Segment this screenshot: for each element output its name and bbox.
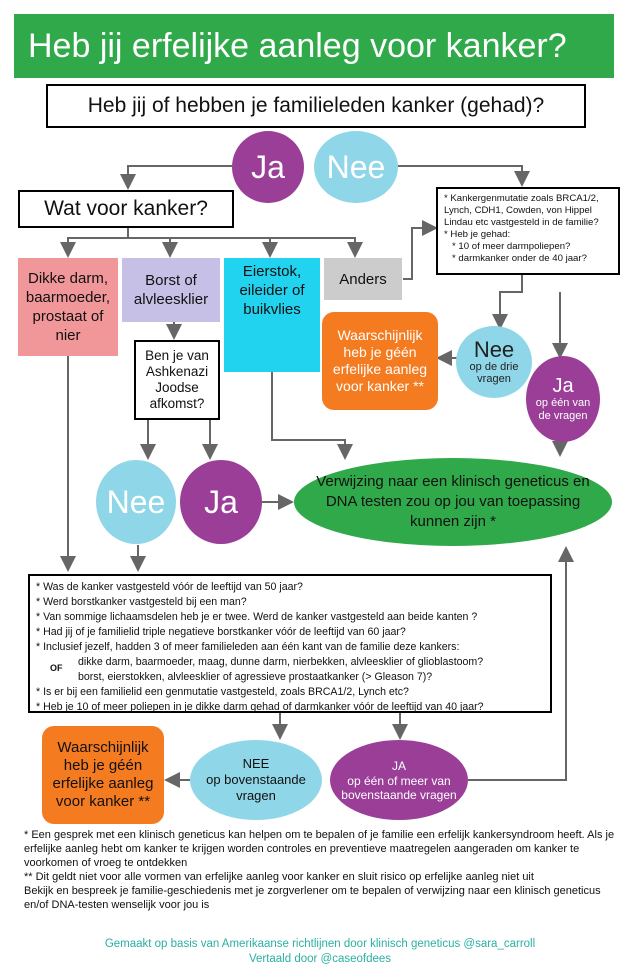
criteria-item: * Heb je 10 of meer poliepen in je dikke darm gehad of darmkanker vóór de leeftijd van 40 jaar? <box>36 701 484 713</box>
category-other: Anders <box>324 258 402 300</box>
ja-above-sub: op één of meer van bovenstaande vragen <box>341 773 457 802</box>
other-questions-box <box>436 187 620 275</box>
criteria-item: * Werd borstkanker vastgesteld bij een man? <box>36 596 247 608</box>
criteria-item: * Had jij of je familielid triple negatieve borstkanker vóór de leeftijd van 60 jaar? <box>36 626 406 638</box>
ashkenazi-ja-circle: Ja <box>180 460 262 544</box>
outcome-referral: Verwijzing naar een klinisch geneticus en DNA testen zou op jou van toepassing kunnen zijn * <box>294 458 612 546</box>
ja-one-circle <box>526 356 600 442</box>
criteria-sub-group <box>36 655 544 685</box>
category-colon: Dikke darm, baarmoeder, prostaat of nier <box>18 258 118 356</box>
ja-above-title: JA <box>391 758 406 773</box>
note-1: * Een gesprek met een klinisch geneticus kan helpen om te bepalen of je familie een erfelijk kankersyndroom heeft. Als je erfelijke aanleg hebt om kanker te krijgen worden controles en preventieve maatregelen aangeraden om kanker te voorkomen of vroeg te ontdekken <box>24 829 615 869</box>
outcome-probably-not-bottom: Waarschijnlijk heb je géén erfelijke aanleg voor kanker ** <box>42 726 164 824</box>
nee-above-title: NEE <box>242 756 270 771</box>
credit-author: Gemaakt op basis van Amerikaanse richtlijnen door klinisch geneticus @sara_carroll <box>104 938 536 950</box>
ja-one-title: Ja <box>552 375 574 397</box>
category-ovary: Eierstok, eileider of buikvlies <box>224 258 320 372</box>
arrow-questions-split <box>500 275 522 328</box>
question-mutation: * Kankergenmutatie zoals BRCA1/2, Lynch, CDH1, Cowden, von Hippel Lindau etc vastgesteld in de familie? <box>444 193 599 228</box>
question-had: * Heb je gehad: <box>444 229 511 240</box>
criteria-item: * Is er bij een familielid een genmutatie vastgesteld, zoals BRCA1/2, Lynch etc? <box>36 686 409 698</box>
criteria-box <box>28 574 552 713</box>
arrow-anders-questions <box>403 228 436 279</box>
answer-nee-circle: Nee <box>314 131 398 203</box>
question-colon-under40: * darmkanker onder de 40 jaar? <box>452 253 587 264</box>
nee-above-sub: op bovenstaande vragen <box>206 772 306 803</box>
ashkenazi-nee-circle: Nee <box>96 460 176 544</box>
question-main: Heb jij of hebben je familieleden kanker (gehad)? <box>46 84 586 128</box>
note-3: Bekijk en bespreek je familie-geschiedenis met je zorgverlener om te bepalen of verwijzing naar een klinisch geneticus en/of DNA-testen wenselijk voor jou is <box>24 885 601 911</box>
category-breast: Borst of alvleesklier <box>122 258 220 322</box>
criteria-item: * Van sommige lichaamsdelen heb je er twee. Werd de kanker vastgesteld aan beide kanten ? <box>36 611 478 623</box>
criteria-sub-item: borst, eierstokken, alvleesklier of agressieve prostaatkanker (> Gleason 7)? <box>78 671 433 683</box>
arrow-ja-left <box>128 166 232 188</box>
arrow-split <box>68 228 128 256</box>
question-ashkenazi: Ben je van Ashkenazi Joodse afkomst? <box>134 340 220 420</box>
outcome-probably-not-top: Waarschijnlijk heb je géén erfelijke aanleg voor kanker ** <box>322 312 438 410</box>
criteria-item: * Was de kanker vastgesteld vóór de leeftijd van 50 jaar? <box>36 581 303 593</box>
ja-one-sub: op één van de vragen <box>535 397 591 422</box>
nee-three-circle <box>456 326 532 398</box>
notes <box>24 828 620 912</box>
page-title: Heb jij erfelijke aanleg voor kanker? <box>14 14 614 78</box>
question-cancer-type: Wat voor kanker? <box>18 190 234 228</box>
criteria-sub-item: dikke darm, baarmoeder, maag, dunne darm, nierbekken, alvleesklier of glioblastoom? <box>78 656 484 668</box>
criteria-item: * Inclusief jezelf, hadden 3 of meer familieleden aan één kant van de familie deze kankers: <box>36 641 460 653</box>
nee-three-title: Nee <box>473 337 515 362</box>
credit-translator: Vertaald door @caseofdees <box>248 953 392 965</box>
question-polyps: * 10 of meer darmpoliepen? <box>452 241 571 252</box>
note-2: ** Dit geldt niet voor alle vormen van erfelijke aanleg voor kanker en sluit risico op erfelijke aanleg niet uit <box>24 871 534 883</box>
nee-above-circle <box>190 740 322 820</box>
nee-three-sub: op de drie vragen <box>469 361 519 385</box>
or-label: OF <box>50 663 63 673</box>
ja-above-circle <box>330 740 468 820</box>
arrow-nee-right <box>398 166 522 185</box>
answer-ja-circle: Ja <box>232 131 304 203</box>
